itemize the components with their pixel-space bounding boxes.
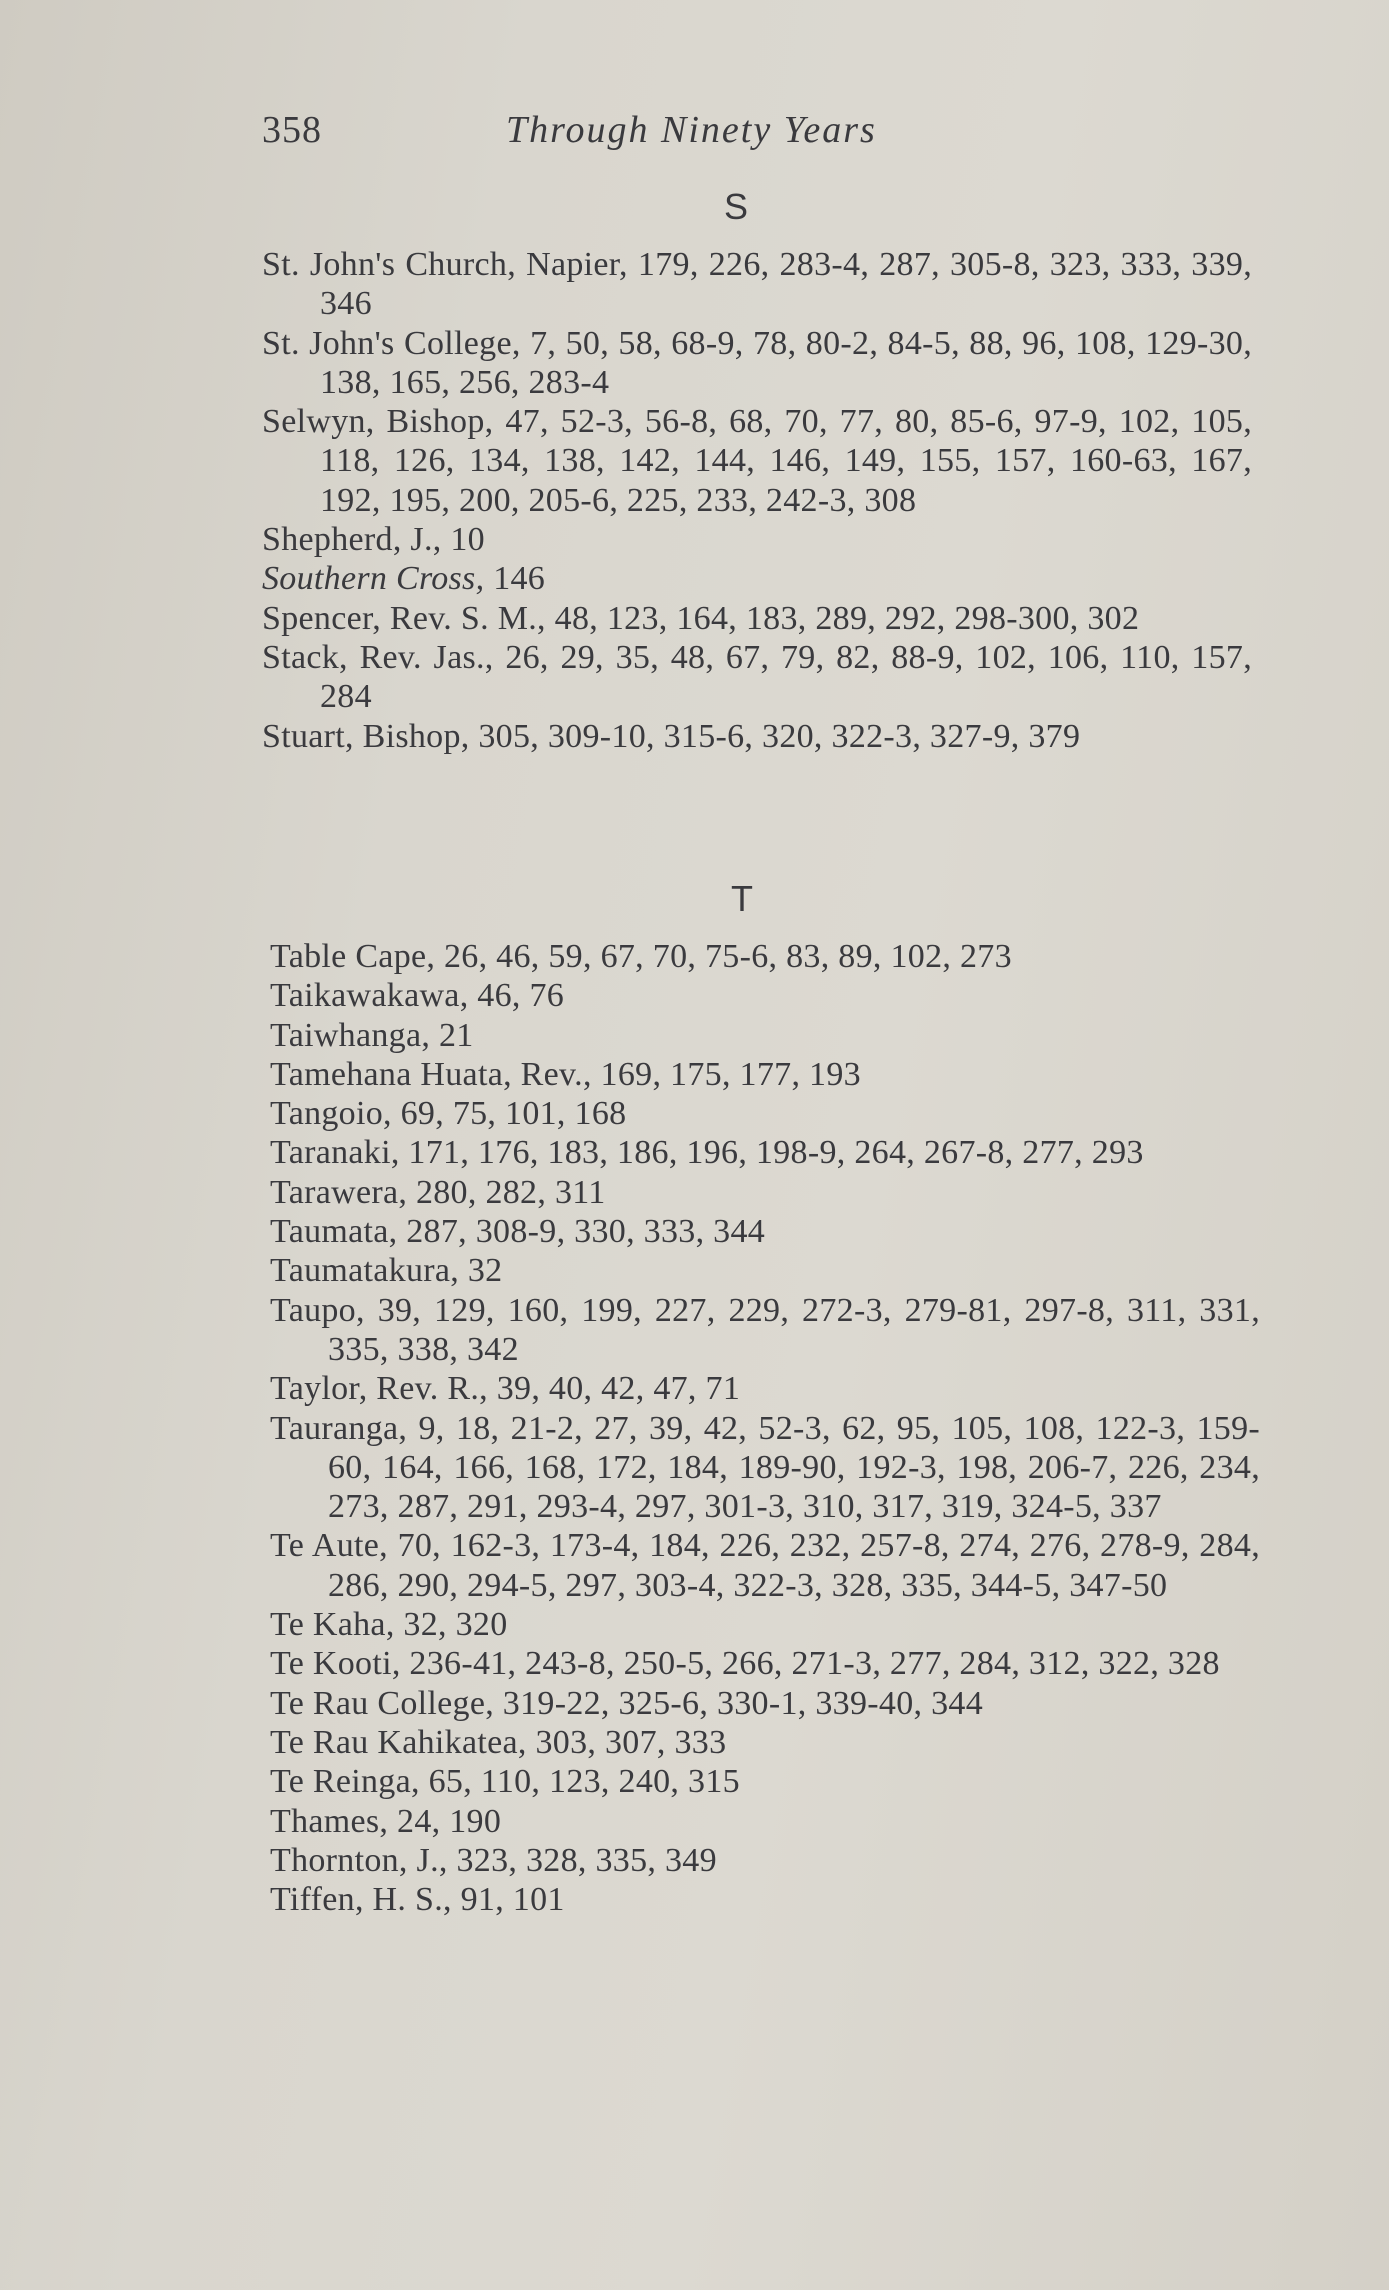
index-entry: Thames, 24, 190 bbox=[270, 1802, 502, 1840]
index-entry: Taumata, 287, 308-9, 330, 333, 344 bbox=[270, 1213, 766, 1251]
index-entry: Tarawera, 280, 282, 311 bbox=[270, 1173, 606, 1211]
index-entry: Taylor, Rev. R., 39, 40, 42, 47, 71 bbox=[270, 1370, 741, 1408]
page-number: 358 bbox=[262, 109, 322, 151]
index-entry: Taikawakawa, 46, 76 bbox=[270, 977, 565, 1015]
index-entry: Table Cape, 26, 46, 59, 67, 70, 75-6, 83, 89, 102, 273 bbox=[270, 938, 1012, 975]
index-entry: Taranaki, 171, 176, 183, 186, 196, 198-9, 264, 267-8, 277, 293 bbox=[270, 1134, 1144, 1172]
index-section-s bbox=[262, 245, 1252, 756]
index-entry-italic-title: Southern Cross, bbox=[262, 560, 485, 598]
book-title: Through Ninety Years bbox=[506, 109, 877, 151]
index-entry: Taupo, 39, 129, 160, 199, 227, 229, 272-3, 279-81, 297-8, 311, 331, 335, 338, 342 bbox=[270, 1291, 1260, 1368]
index-entry: Spencer, Rev. S. M., 48, 123, 164, 183, 289, 292, 298-300, 302 bbox=[262, 599, 1140, 637]
index-entry: Taumatakura, 32 bbox=[270, 1252, 503, 1290]
index-entry: Tiffen, H. S., 91, 101 bbox=[270, 1881, 565, 1919]
index-entry: Tamehana Huata, Rev., 169, 175, 177, 193 bbox=[270, 1055, 861, 1093]
section-letter-s: S bbox=[723, 186, 748, 227]
index-entry: St. John's Church, Napier, 179, 226, 283-4, 287, 305-8, 323, 333, 339, 346 bbox=[262, 246, 1252, 323]
running-head bbox=[262, 108, 982, 158]
index-entry: Te Aute, 70, 162-3, 173-4, 184, 226, 232, 257-8, 274, 276, 278-9, 284, 286, 290, 294-5, 297, 303-4, 322-3, 328, 335, 344-5, 347-50 bbox=[270, 1527, 1260, 1604]
index-entry: Te Reinga, 65, 110, 123, 240, 315 bbox=[270, 1763, 740, 1801]
index-entry: Tangoio, 69, 75, 101, 168 bbox=[270, 1095, 627, 1133]
index-entry-pages: 146 bbox=[484, 560, 546, 598]
index-entry: Te Rau Kahikatea, 303, 307, 333 bbox=[270, 1723, 727, 1761]
index-section-t bbox=[270, 937, 1260, 1919]
index-entry: Stuart, Bishop, 305, 309-10, 315-6, 320, 322-3, 327-9, 379 bbox=[262, 717, 1081, 755]
index-entry bbox=[262, 559, 1252, 598]
index-entry: Selwyn, Bishop, 47, 52-3, 56-8, 68, 70, 77, 80, 85-6, 97-9, 102, 105, 118, 126, 134, 138, 142, 144, 146, 149, 155, 157, 160-63, 167, 192, 195, 200, 205-6, 225, 233, 242-3, 308 bbox=[262, 403, 1252, 519]
index-entry: Thornton, J., 323, 328, 335, 349 bbox=[270, 1841, 717, 1879]
index-entry: Tauranga, 9, 18, 21-2, 27, 39, 42, 52-3, 62, 95, 105, 108, 122-3, 159-60, 164, 166, 168, 172, 184, 189-90, 192-3, 198, 206-7, 226, 234, 273, 287, 291, 293-4, 297, 301-3, 310, 317, 319, 324-5, 337 bbox=[270, 1409, 1260, 1526]
index-entry: Shepherd, J., 10 bbox=[262, 521, 485, 559]
index-entry: Te Kaha, 32, 320 bbox=[270, 1606, 508, 1644]
index-entry: Taiwhanga, 21 bbox=[270, 1016, 474, 1054]
index-entry: Stack, Rev. Jas., 26, 29, 35, 48, 67, 79, 82, 88-9, 102, 106, 110, 157, 284 bbox=[262, 638, 1252, 716]
section-letter-t: T bbox=[731, 878, 753, 919]
index-entry: Te Kooti, 236-41, 243-8, 250-5, 266, 271-3, 277, 284, 312, 322, 328 bbox=[270, 1645, 1220, 1683]
index-entry: Te Rau College, 319-22, 325-6, 330-1, 339-40, 344 bbox=[270, 1684, 983, 1722]
index-entry: St. John's College, 7, 50, 58, 68-9, 78, 80-2, 84-5, 88, 96, 108, 129-30, 138, 165, 256, 283-4 bbox=[262, 324, 1252, 401]
